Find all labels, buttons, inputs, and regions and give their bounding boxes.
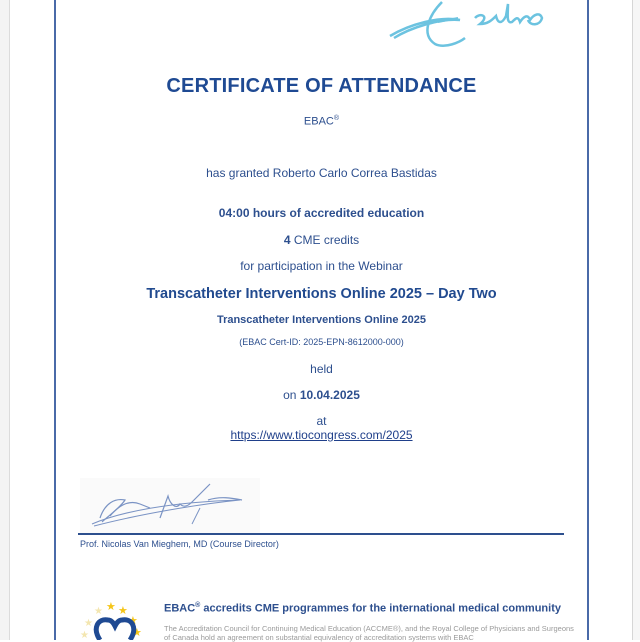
footer-title-rest: accredits CME programmes for the international medical community [200,602,561,615]
footer-registered-mark: ® [195,602,201,609]
footer-title [164,602,561,615]
certificate-border-right [587,0,589,640]
participation-line: for participation in the Webinar [240,259,403,273]
footer-text: The Accreditation Council for Continuing Medical Education (ACCME®), and the Royal College of Physicians and Surgeons of Canada hold an agreement on substantial equivalency of accreditation systems with EBAC [164,624,574,642]
svg-text:★: ★ [84,618,93,629]
credits-number: 4 [283,233,291,247]
svg-text:★: ★ [132,627,142,639]
at-label: at [316,414,327,428]
cert-id: (EBAC Cert-ID: 2025-EPN-8612000-000) [239,337,404,347]
event-date: 10.04.2025 [299,388,360,402]
director-signature-image [80,478,260,533]
svg-text:★: ★ [80,630,89,640]
footer-brand: EBAC [164,602,196,615]
issuer [56,115,587,128]
svg-text:★: ★ [128,615,138,627]
page-edge-left [0,0,10,640]
ebac-logo-icon [78,598,158,640]
svg-text:★: ★ [94,606,103,617]
credits-label: CME credits [290,233,360,247]
svg-text:★: ★ [118,605,128,617]
event-url-link[interactable]: https://www.tiocongress.com/2025 [230,428,413,442]
event-title: Transcatheter Interventions Online 2025 – Day Two [146,286,497,302]
held-label: held [310,362,333,376]
signature-top-image [380,0,570,54]
date-prefix: on [283,388,300,402]
director-name: Prof. Nicolas Van Mieghem, MD (Course Director) [80,539,279,549]
certificate-title: CERTIFICATE OF ATTENDANCE [166,75,477,97]
svg-text:★: ★ [106,601,116,613]
hours-line: 04:00 hours of accredited education [218,206,425,220]
issuer-name: EBAC [303,115,334,128]
recipient-line: has granted Roberto Carlo Correa Bastidas [206,166,437,180]
credits-line [56,233,587,247]
event-subtitle: Transcatheter Interventions Online 2025 [216,314,427,326]
signature-line [78,533,564,535]
page-edge-right [632,0,640,640]
date-line [56,388,587,402]
registered-mark: ® [333,115,340,122]
